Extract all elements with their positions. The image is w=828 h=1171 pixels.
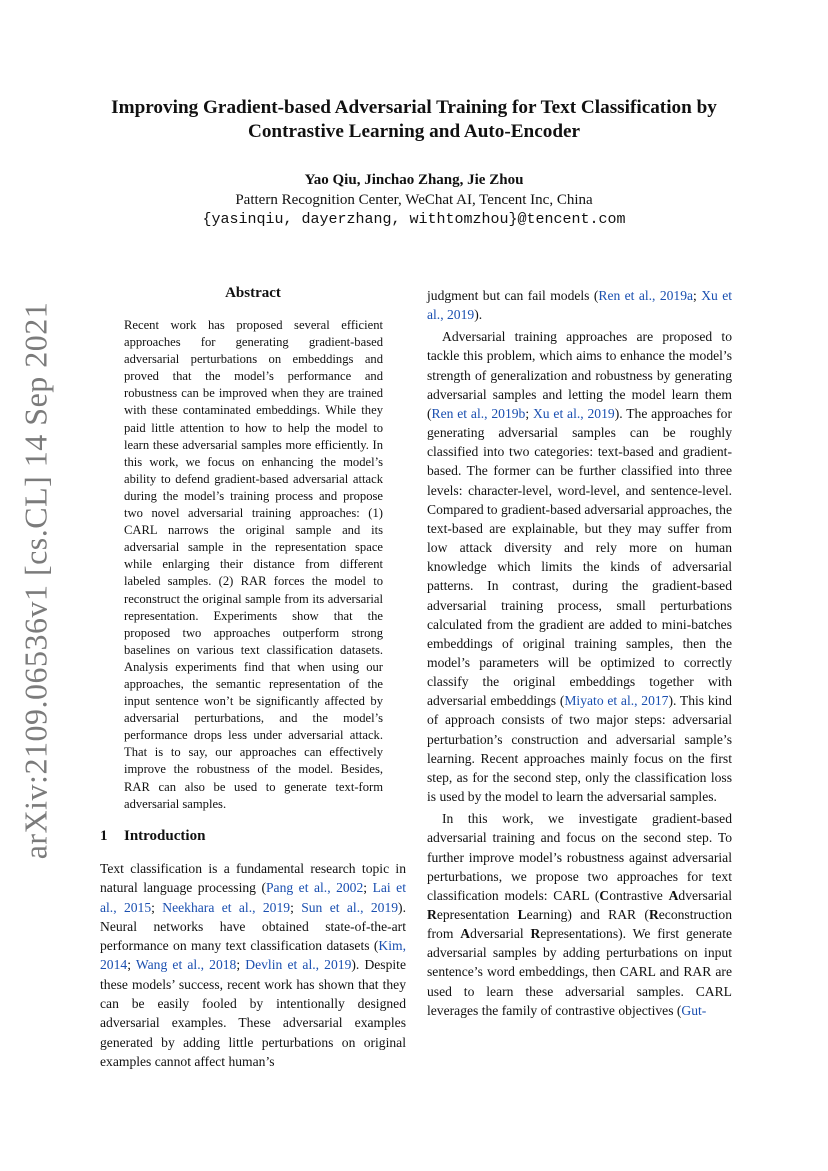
citation-link[interactable]: Ren et al., 2019a: [598, 288, 694, 303]
author-list: Yao Qiu, Jinchao Zhang, Jie Zhou: [304, 172, 524, 188]
citation-link[interactable]: Xu et al., 2019: [532, 405, 615, 421]
citation-link[interactable]: Miyato et al., 2017: [564, 693, 669, 709]
title-line-2: Contrastive Learning and Auto-Encoder: [247, 121, 581, 142]
affiliation: Pattern Recognition Center, WeChat AI, Tencent Inc, China: [235, 192, 593, 208]
right-paragraph-1: judgment but can fail models (Ren et al., 2019a; Xu et al., 2019).: [427, 288, 733, 323]
abstract-heading: Abstract: [225, 285, 281, 301]
citation-link[interactable]: Neekhara et al., 2019: [162, 899, 291, 915]
citation-link[interactable]: Gut-: [681, 1002, 707, 1018]
title-line-1: Improving Gradient-based Adversarial Training for Text Classification by: [111, 97, 717, 118]
abstract-text: Recent work has proposed several efficient approaches for generating gradient-based adversarial perturbations on embeddings and proved that the model’s performance and robustness can be improved when they are trained with these contaminated embeddings. While they paid little attention to how to help the model to learn these adversarial samples more efficiently. In this work, we focus on enhancing the model’s ability to defend gradient-based adversarial attack during the model’s training process and propose two novel adversarial training approaches: (1) CARL narrows the original sample and its adversarial sample in the representation space while enlarging their distance from different labeled samples. (2) RAR forces the model to reconstruct the original sample from its adversarial representation. Experiments show that the proposed two approaches outperform strong baselines on various text classification datasets. Analysis experiments find that when using our approaches, the semantic representation of the input sentence won’t be significantly affected by adversarial perturbations, and the model’s performance drops less under adversarial attack. That is to say, our approaches can effectively improve the robustness of the model. Besides, RAR can also be used to generate text-form adversarial samples.: [124, 318, 383, 811]
citation-link[interactable]: Ren et al., 2019b: [431, 405, 526, 421]
intro-text: Text classification is a fundamental research topic in natural language processing (Pang et al., 2002; Lai et al., 2015; Neekhara et al., 2019; Sun et al., 2019). Neural networks have obtained state-of-the-art performance on many text classification datasets (Kim, 2014; Wang et al., 2018; Devlin et al., 2019). Despite these models’ success, recent work has shown that they can be easily fooled by intentionally designed adversarial examples. These adversarial examples generated by adding little perturbations on original examples cannot affect human’s: [100, 861, 406, 1069]
citation-link[interactable]: Xu et al., 2019: [427, 288, 733, 323]
section-number: 1: [100, 828, 108, 844]
arxiv-side-stamp: [6, 300, 66, 860]
section-title: Introduction: [124, 828, 206, 844]
citation-link[interactable]: Devlin et al., 2019: [245, 957, 352, 973]
introduction-paragraph: [100, 859, 406, 1071]
author-emails: {yasinqiu, dayerzhang, withtomzhou}@tencent.com: [202, 211, 626, 228]
section-heading: [100, 828, 205, 845]
paper-title: [80, 96, 748, 144]
right-column: [427, 286, 732, 1023]
citation-link[interactable]: Lai et al., 2015: [100, 880, 406, 915]
citation-link[interactable]: Pang et al., 2002: [265, 880, 364, 896]
arxiv-identifier: arXiv:2109.06536v1 [cs.CL] 14 Sep 2021: [17, 301, 54, 859]
right-paragraph-2: Adversarial training approaches are proposed to tackle this problem, which aims to enhance the model’s strength of generalization and robustness by generating adversarial samples and letting the model learn them (Ren et al., 2019b; Xu et al., 2019). The approaches for generating adversarial samples can be roughly classified into two categories: text-based and gradient-based. The former can be further classified into three levels: character-level, word-level, and sentence-level. Compared to gradient-based adversarial approaches, the text-based are explainable, but they may suffer from low attack diversity and rely more on human knowledge which limits the kinds of adversarial patterns. In contrast, during the gradient-based adversarial training process, small perturbations calculated from the gradient are added to mini-batches embeddings of original training samples, then the model’s parameters will be optimized to correctly classify the original embeddings together with adversarial embeddings (Miyato et al., 2017). This kind of approach consists of two major steps: adversarial perturbation’s construction and adversarial sample’s learning. Recent approaches mainly focus on the first step, as for the second step, only the classification loss is used by the model to learn the adversarial samples.: [427, 329, 733, 805]
citation-link[interactable]: Wang et al., 2018: [135, 957, 237, 973]
right-paragraph-3: In this work, we investigate gradient-based adversarial training and focus on the second step. To further improve model’s robustness against adversarial perturbations, we propose two approaches for text classification models: CARL (Contrastive Adversarial Representation Learning) and RAR (Reconstruction from Adversarial Representations). We first generate adversarial samples by adding perturbations on input sentence’s word embeddings, then CARL and RAR are used to learn these adversarial samples. CARL leverages the family of contrastive objectives (Gut-: [427, 811, 733, 1018]
citation-link[interactable]: Kim, 2014: [100, 938, 406, 973]
citation-link[interactable]: Sun et al., 2019: [301, 899, 399, 915]
